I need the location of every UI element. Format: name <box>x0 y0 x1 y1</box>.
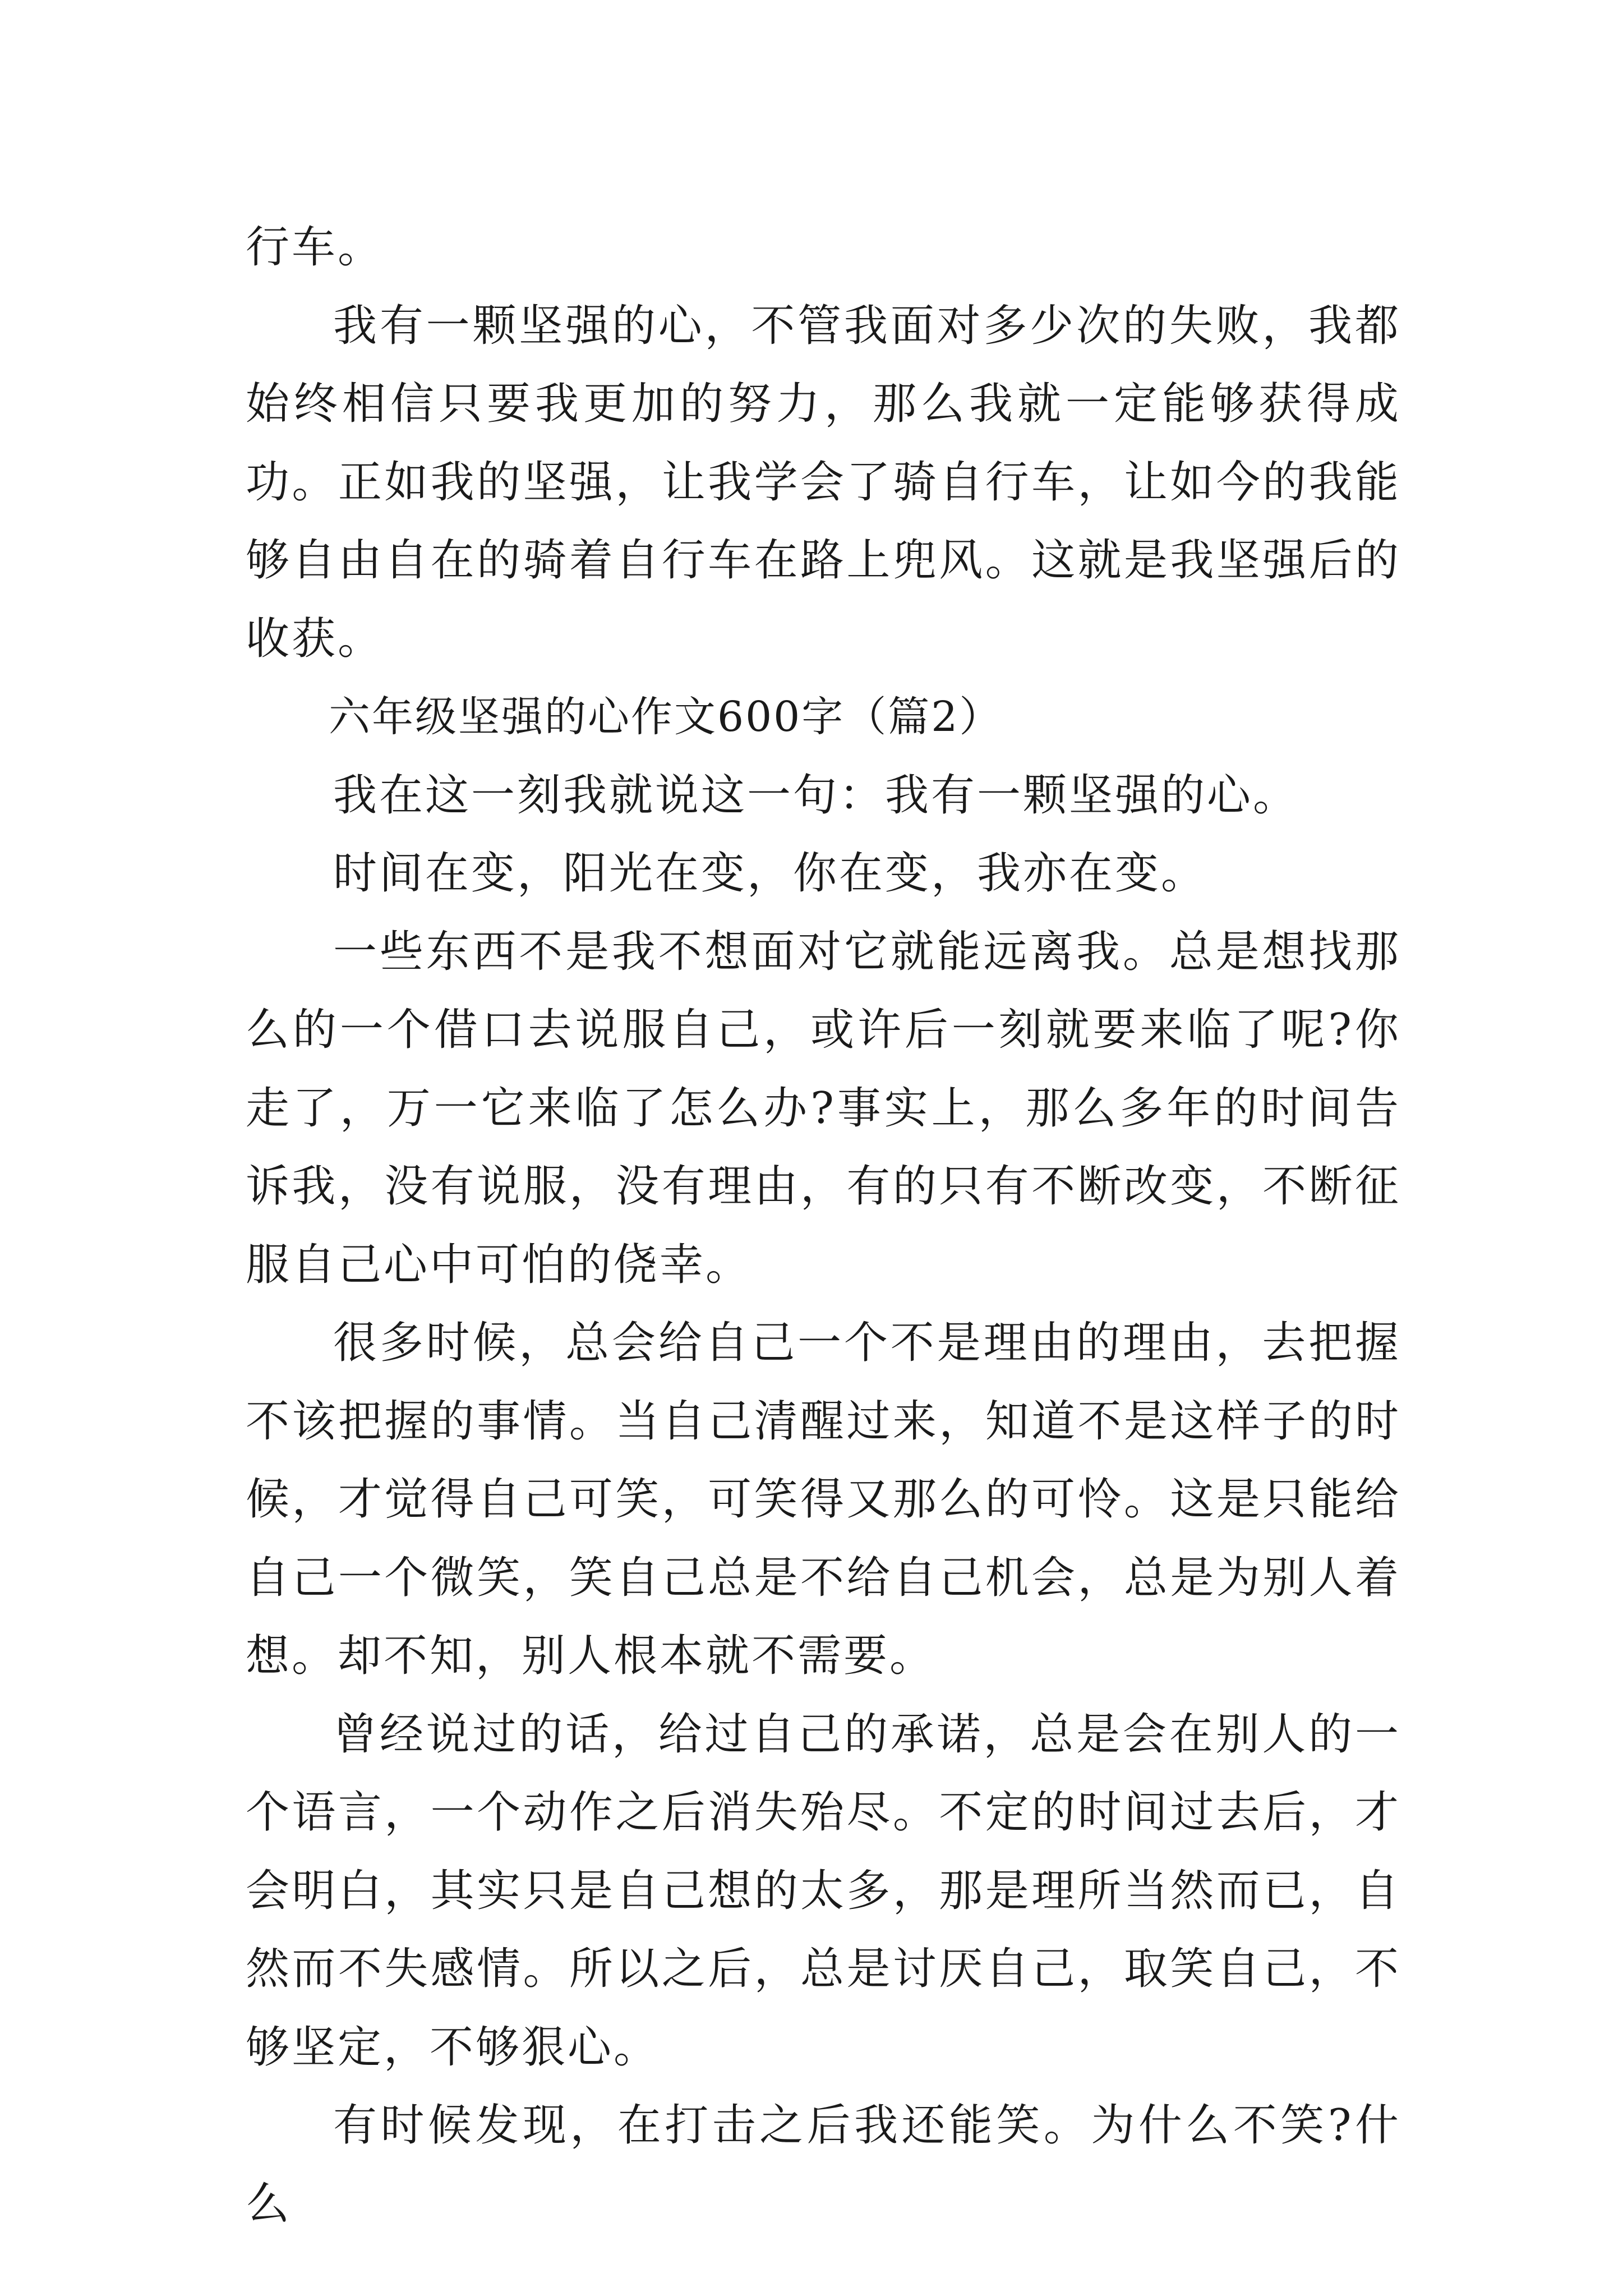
paragraph: 有时候发现，在打击之后我还能笑。为什么不笑?什么 <box>246 2100 1401 2229</box>
paragraph-continuation: 行车。 <box>246 222 384 273</box>
body-text <box>246 209 1401 2243</box>
paragraph: 我有一颗坚强的心，不管我面对多少次的失败，我都始终相信只要我更加的努力，那么我就一定能够获得成功。正如我的坚强，让我学会了骑自行车，让如今的我能够自由自在的骑着自行车在路上兜风。这就是我坚强后的收获。 <box>246 300 1401 664</box>
paragraph: 很多时候，总会给自己一个不是理由的理由，去把握不该把握的事情。当自己清醒过来，知道不是这样子的时候，才觉得自己可笑，可笑得又那么的可怜。这是只能给自己一个微笑，笑自己总是不给自己机会，总是为别人着想。却不知，别人根本就不需要。 <box>246 1318 1401 1681</box>
paragraph: 我在这一刻我就说这一句：我有一颗坚强的心。 <box>333 770 1299 821</box>
paragraph: 曾经说过的话，给过自己的承诺，总是会在别人的一个语言，一个动作之后消失殆尽。不定的时间过去后，才会明白，其实只是自己想的太多，那是理所当然而已，自然而不失感情。所以之后，总是讨厌自己，取笑自己，不够坚定，不够狠心。 <box>246 1709 1401 2073</box>
paragraph: 时间在变，阳光在变，你在变，我亦在变。 <box>333 848 1207 899</box>
paragraph: 一些东西不是我不想面对它就能远离我。总是想找那么的一个借口去说服自己，或许后一刻就要来临了呢?你走了，万一它来临了怎么办?事实上，那么多年的时间告诉我，没有说服，没有理由，有的只有不断改变，不断征服自己心中可怕的侥幸。 <box>246 926 1401 1290</box>
section-heading: 六年级坚强的心作文600字（篇2） <box>329 693 1003 741</box>
